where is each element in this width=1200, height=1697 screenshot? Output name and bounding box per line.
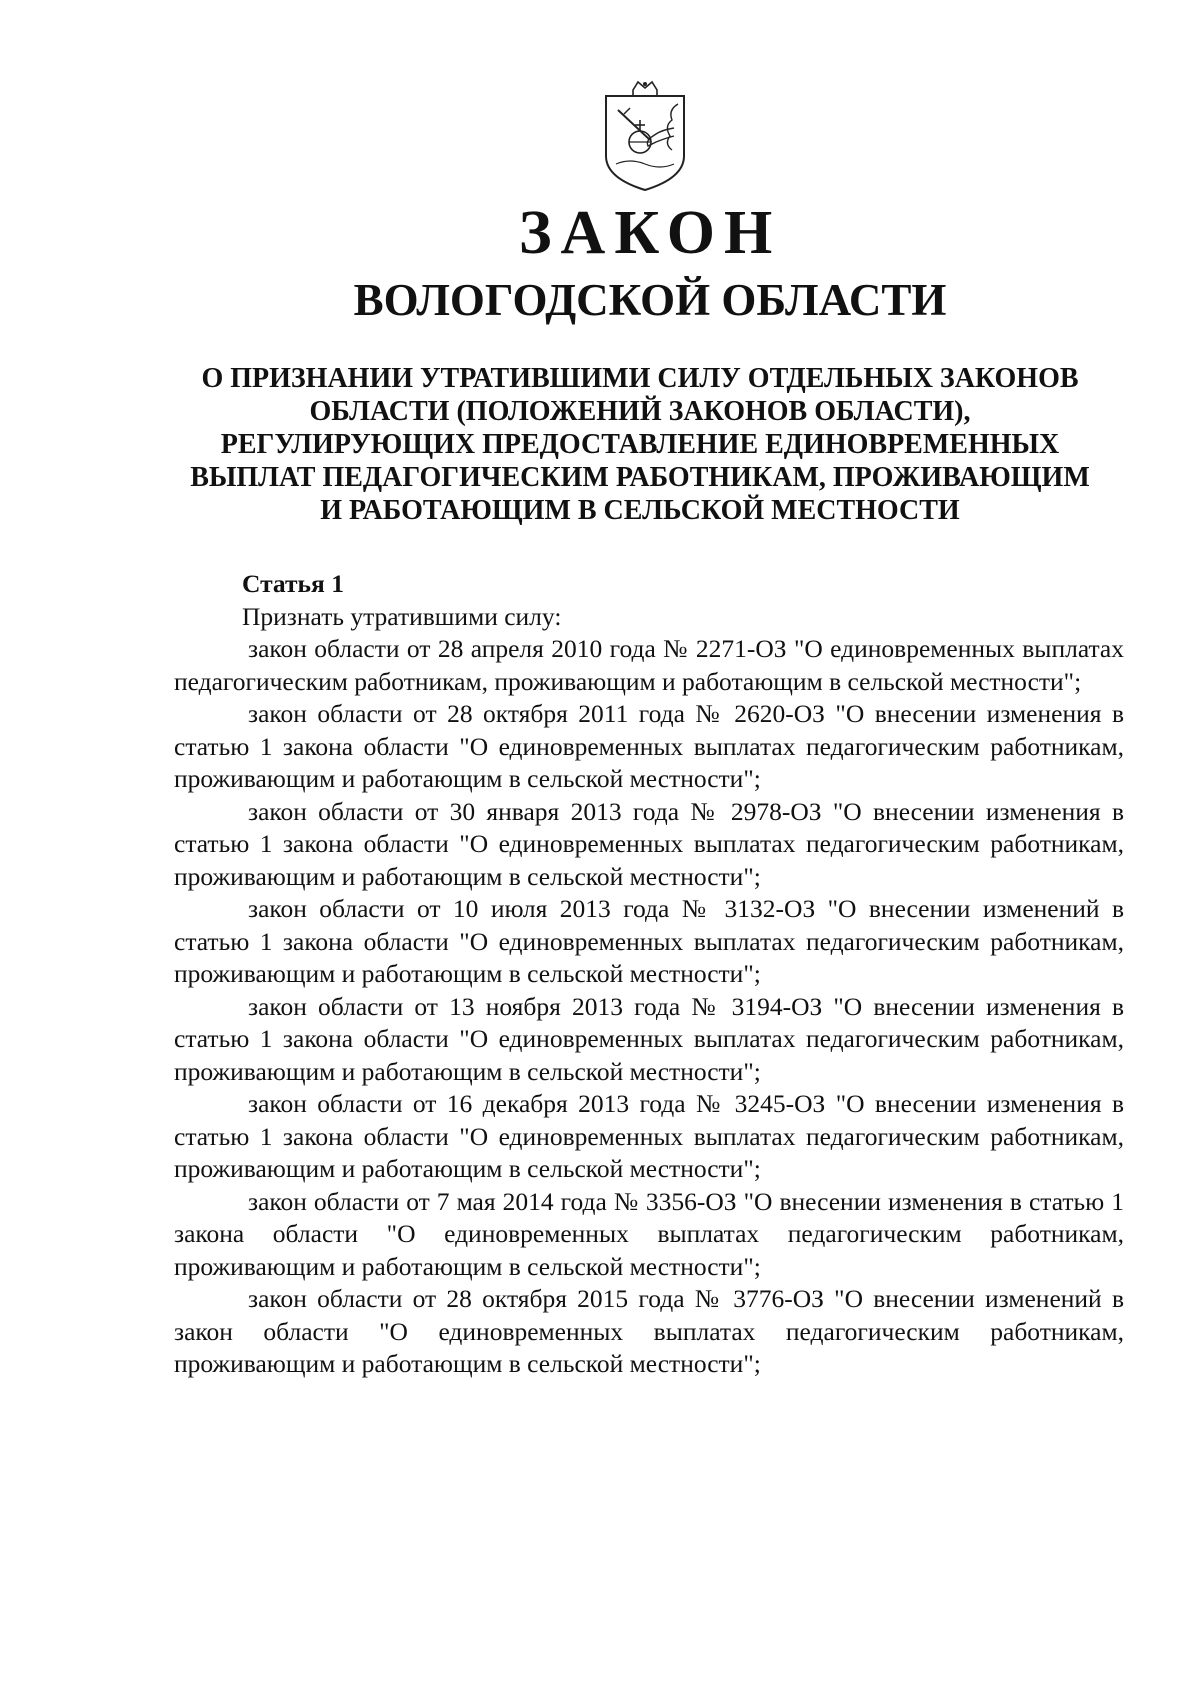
heading-line: И РАБОТАЮЩИМ В СЕЛЬСКОЙ МЕСТНОСТИ xyxy=(320,495,960,526)
document-body xyxy=(174,568,1124,1381)
heading-line: О ПРИЗНАНИИ УТРАТИВШИМИ СИЛУ ОТДЕЛЬНЫХ ЗАКОНОВ xyxy=(201,363,1079,394)
coat-of-arms-icon xyxy=(600,80,690,192)
document-title: ЗАКОН xyxy=(518,199,782,267)
article-intro: Признать утратившими силу: xyxy=(242,601,562,631)
list-item: закон области от 13 ноября 2013 года № 3194-ОЗ "О внесении изменения в статью 1 закона области "О единовременных выплатах педагогическим работникам, проживающим и работающим в сельской местности"; xyxy=(174,991,1124,1086)
document-subtitle: ВОЛОГОДСКОЙ ОБЛАСТИ xyxy=(353,275,947,325)
heading-line: РЕГУЛИРУЮЩИХ ПРЕДОСТАВЛЕНИЕ ЕДИНОВРЕМЕННЫХ xyxy=(220,429,1060,460)
law-heading xyxy=(160,362,1120,527)
list-item: закон области от 16 декабря 2013 года № 3245-ОЗ "О внесении изменения в статью 1 закона области "О единовременных выплатах педагогическим работникам, проживающим и работающим в сельской местности"; xyxy=(174,1089,1124,1183)
list-item: закон области от 28 октября 2011 года № 2620-ОЗ "О внесении изменения в статью 1 закона области "О единовременных выплатах педагогическим работникам, проживающим и работающим в сельской местности"; xyxy=(174,699,1124,793)
list-item: закон области от 28 апреля 2010 года № 2271-ОЗ "О единовременных выплатах педагогическим работникам, проживающим и работающим в сельской местности"; xyxy=(174,634,1124,696)
list-item: закон области от 10 июля 2013 года № 3132-ОЗ "О внесении изменений в статью 1 закона области "О единовременных выплатах педагогическим работникам, проживающим и работающим в сельской местности"; xyxy=(174,894,1124,988)
article-title: Статья 1 xyxy=(242,569,344,598)
list-item: закон области от 30 января 2013 года № 2978-ОЗ "О внесении изменения в статью 1 закона области "О единовременных выплатах педагогическим работникам, проживающим и работающим в сельской местности"; xyxy=(174,796,1124,891)
list-item: закон области от 28 октября 2015 года № 3776-ОЗ "О внесении изменений в закон области "О единовременных выплатах педагогическим работникам, проживающим и работающим в сельской местности"; xyxy=(174,1284,1124,1378)
heading-line: ВЫПЛАТ ПЕДАГОГИЧЕСКИМ РАБОТНИКАМ, ПРОЖИВАЮЩИМ xyxy=(190,462,1090,493)
heading-line: ОБЛАСТИ (ПОЛОЖЕНИЙ ЗАКОНОВ ОБЛАСТИ), xyxy=(309,396,971,427)
list-item: закон области от 7 мая 2014 года № 3356-ОЗ "О внесении изменения в статью 1 закона области "О единовременных выплатах педагогическим работникам, проживающим и работающим в сельской местности"; xyxy=(174,1186,1124,1281)
